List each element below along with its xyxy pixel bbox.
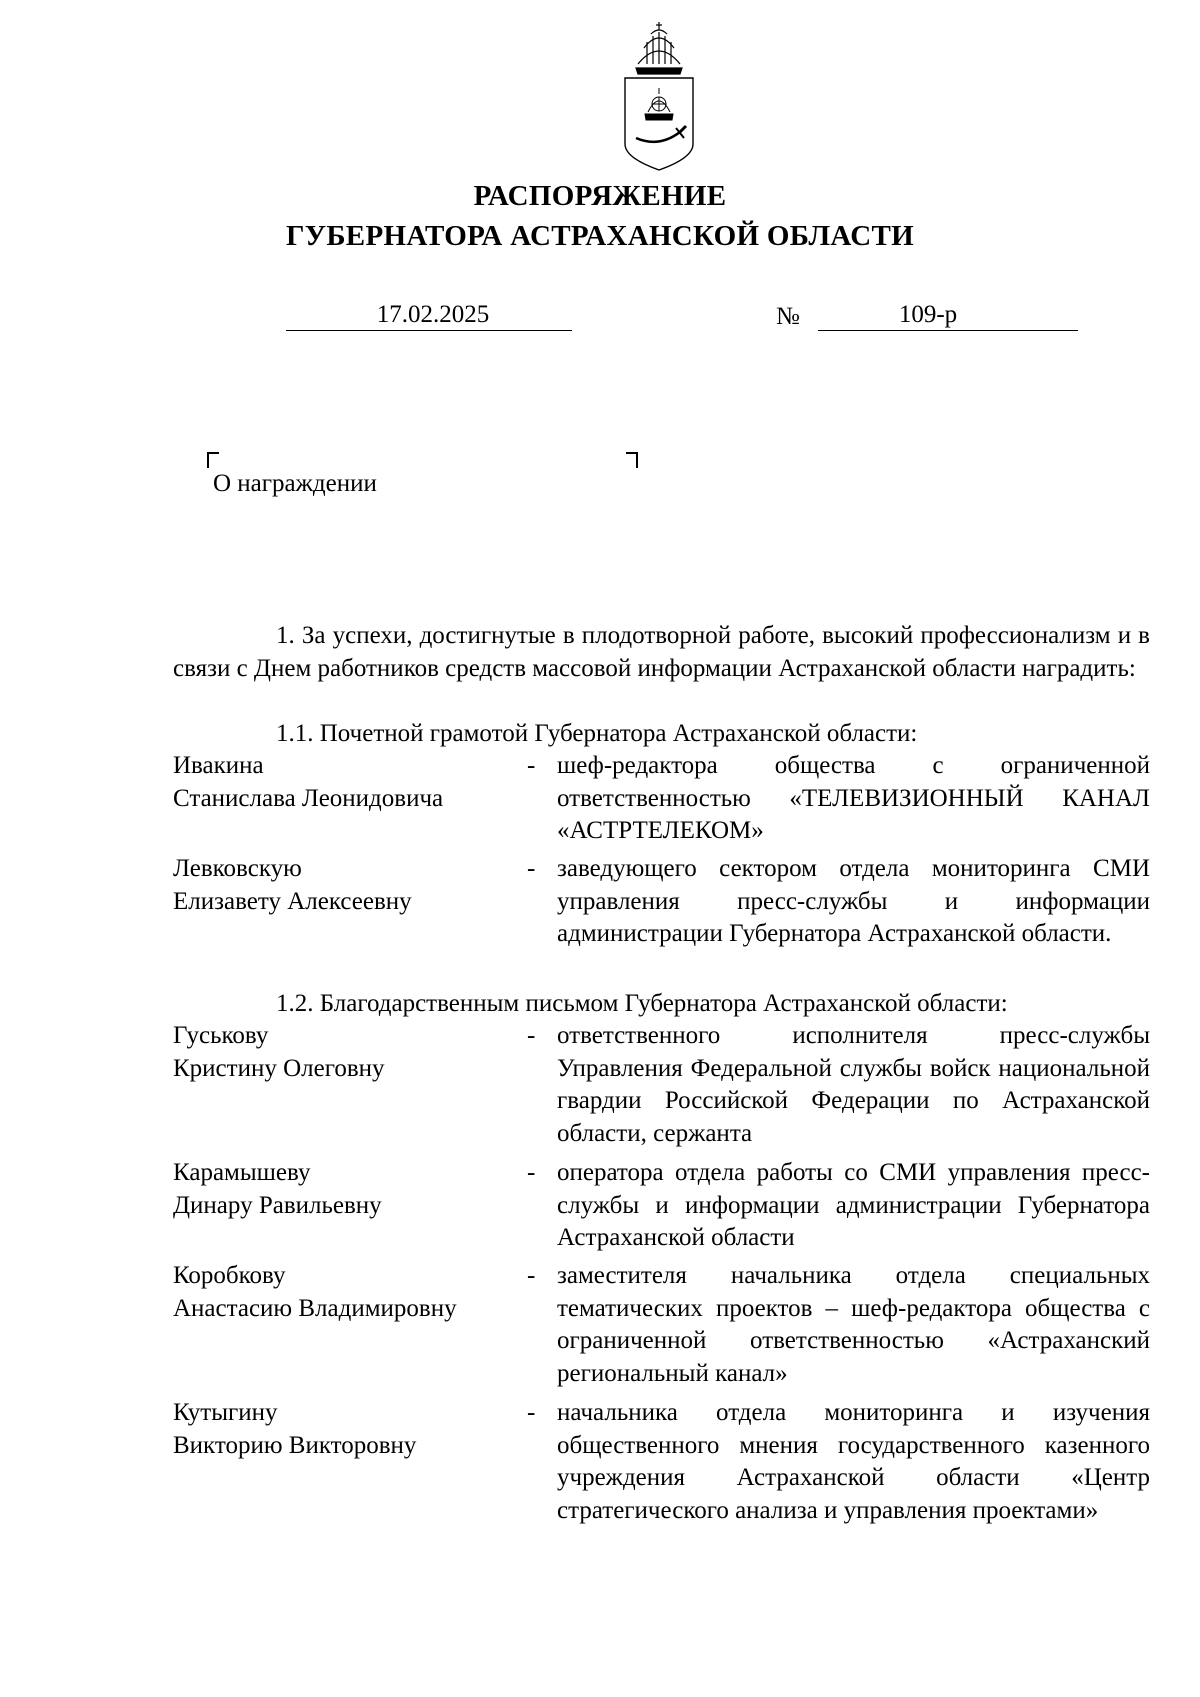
document-number: 109-р <box>818 300 1078 331</box>
subject-corner-right <box>626 452 638 468</box>
awardee-name <box>173 1260 513 1325</box>
awardee-position: заместителя начальника отдела специальных тематических проектов – шеф-редактора общества с ограниченной ответственностью «Астраханский региональный канал» <box>557 1262 1150 1387</box>
entry-dash: - <box>527 855 536 882</box>
awardee-surname: Карамышеву <box>173 1159 311 1186</box>
issuer-title: ГУБЕРНАТОРА АСТРАХАНСКОЙ ОБЛАСТИ <box>286 220 914 252</box>
awardee-surname: Ивакина <box>173 752 264 779</box>
awardee-given-names: Анастасию Владимировну <box>173 1294 457 1322</box>
awardee-surname: Коробкову <box>173 1262 286 1289</box>
document-subject: О награждении <box>213 470 377 497</box>
awardee-name <box>173 853 513 918</box>
subject-corner-left <box>207 452 219 468</box>
coat-of-arms-emblem <box>618 20 700 172</box>
awardee-position: шеф-редактора общества с ограниченной ответственностью «ТЕЛЕВИЗИОННЫЙ КАНАЛ «АСТРТЕЛЕКОМ» <box>557 752 1150 844</box>
awardee-given-names: Кристину Олеговну <box>173 1054 385 1082</box>
awardee-given-names: Викторию Викторовну <box>173 1431 417 1459</box>
awardee-given-names: Елизавету Алексеевну <box>173 887 412 915</box>
intro-paragraph: 1. За успехи, достигнутые в плодотворной работе, высокий профессионализм и в связи с Днем работников средств массовой информации Астраханской области наградить: <box>173 622 1150 682</box>
entry-dash: - <box>527 1022 536 1049</box>
entry-dash: - <box>527 752 536 779</box>
awardee-position: начальника отдела мониторинга и изучения общественного мнения государственного казенного учреждения Астраханской области «Центр стратегического анализа и управления проектами» <box>557 1399 1150 1524</box>
entry-dash: - <box>527 1262 536 1289</box>
awardee-surname: Кутыгину <box>173 1399 278 1426</box>
awardee-given-names: Динару Равильевну <box>173 1191 382 1219</box>
number-sign: № <box>776 303 800 330</box>
awardee-name <box>173 1157 513 1222</box>
entry-dash: - <box>527 1159 536 1186</box>
awardee-position: ответственного исполнителя пресс-службы Управления Федеральной службы войск национальной гвардии Российской Федерации по Астраханской области, сержанта <box>557 1022 1150 1147</box>
awardee-surname: Гуськову <box>173 1022 269 1049</box>
document-date: 17.02.2025 <box>286 300 572 331</box>
document-type-title: РАСПОРЯЖЕНИЕ <box>473 180 727 212</box>
awardee-surname: Левковскую <box>173 855 302 882</box>
awardee-position: оператора отдела работы со СМИ управления пресс-службы и информации администрации Губернатора Астраханской области <box>557 1159 1150 1251</box>
section2-heading: 1.2. Благодарственным письмом Губернатора Астраханской области: <box>276 990 1008 1017</box>
section1-heading: 1.1. Почетной грамотой Губернатора Астраханской области: <box>276 720 918 747</box>
awardee-name <box>173 1397 513 1462</box>
awardee-position: заведующего сектором отдела мониторинга СМИ управления пресс-службы и информации администрации Губернатора Астраханской области. <box>557 855 1150 947</box>
awardee-name <box>173 1020 513 1085</box>
entry-dash: - <box>527 1399 536 1426</box>
awardee-name <box>173 750 513 815</box>
awardee-given-names: Станислава Леонидовича <box>173 784 444 812</box>
